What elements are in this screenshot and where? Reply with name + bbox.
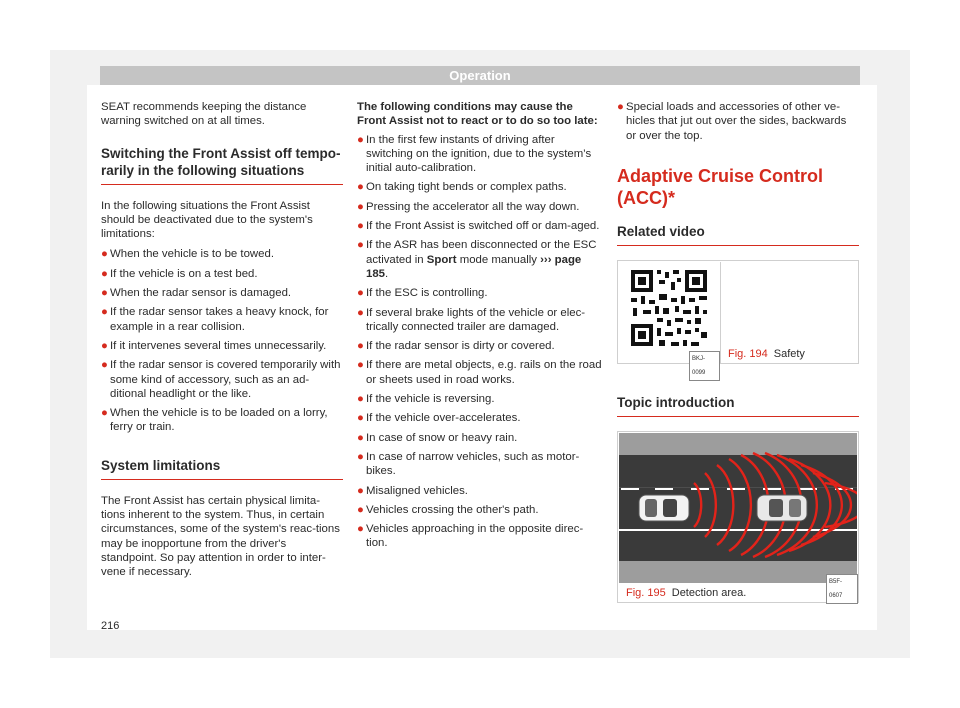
page-reference-link[interactable]: ››› page 185	[366, 253, 582, 280]
list-item: ● If the radar sensor is dirty or covered.	[357, 340, 555, 353]
bullet-icon: ●	[101, 287, 108, 300]
figure-number: Fig. 194	[728, 347, 768, 360]
list-item: ● Misaligned vehicles.	[357, 484, 468, 497]
list-item: ● If it intervenes several times unnecessarily.	[101, 339, 327, 352]
detection-area-illustration	[619, 433, 857, 583]
loads-list	[617, 100, 859, 143]
list-item: ● If the radar sensor takes a heavy knock, for example in a rear collision.	[101, 306, 329, 333]
bullet-icon: ●	[617, 101, 624, 113]
list-item: ● In case of snow or heavy rain.	[357, 431, 518, 444]
bullet-icon: ●	[357, 220, 364, 233]
list-item: ● On taking tight bends or complex paths.	[357, 181, 567, 194]
bullet-icon: ●	[357, 340, 364, 353]
sport-mode-label: Sport	[426, 253, 457, 266]
list-item: ● When the vehicle is to be towed.	[101, 248, 274, 261]
figure-code: BKJ-0099	[689, 351, 720, 382]
list-item: ● Vehicles approaching in the opposite direc-tion.	[357, 523, 584, 550]
list-item: ● Special loads and accessories of other ve-hicles that jut out over the sides, backwards or over the top.	[617, 101, 847, 142]
bullet-icon: ●	[357, 359, 364, 372]
bullet-icon: ●	[357, 412, 364, 425]
subheading-topic-introduction: Topic introduction	[617, 394, 859, 417]
bullet-icon: ●	[357, 523, 364, 536]
section-header: Operation	[100, 66, 860, 85]
list-item: ● Vehicles crossing the other's path.	[357, 503, 539, 516]
figure-number: Fig. 195	[626, 586, 666, 599]
list-item: ● In the first few instants of driving after switching on the ignition, due to the system’s initial auto-calibration.	[357, 133, 592, 175]
subheading-related-video: Related video	[617, 223, 859, 246]
list-item: ● In case of narrow vehicles, such as motor-bikes.	[357, 450, 580, 478]
list-item: ● When the vehicle is to be loaded on a lorry, ferry or train.	[101, 407, 328, 434]
list-item: ● Pressing the accelerator all the way down.	[357, 200, 580, 213]
deactivate-list	[101, 247, 343, 434]
bullet-icon: ●	[357, 239, 364, 252]
list-item: ● If the ASR has been disconnected or the ESC activated in Sport mode manually ››› page 185.	[357, 239, 597, 280]
bullet-icon: ●	[357, 306, 364, 319]
bullet-icon: ●	[101, 339, 108, 352]
subheading-switching-off: Switching the Front Assist off tempo-rarily in the following situations	[101, 145, 343, 185]
figure-caption-text: Safety	[773, 347, 805, 360]
intro-text: SEAT recommends keeping the distance warning switched on at all times.	[101, 101, 307, 128]
figure-caption-text: Detection area.	[671, 586, 747, 599]
deactivate-paragraph: In the following situations the Front Assist should be deactivated due to the system's limitations:	[101, 199, 313, 241]
list-item: ● If the ESC is controlling.	[357, 287, 488, 300]
conditions-list	[357, 133, 602, 551]
bullet-icon: ●	[101, 407, 108, 420]
qr-code-icon[interactable]	[619, 262, 721, 377]
column-left	[101, 100, 343, 586]
bullet-icon: ●	[357, 133, 364, 146]
column-middle	[357, 100, 602, 556]
list-item: ● If several brake lights of the vehicle or elec-trically connected trailer are damaged.	[357, 306, 586, 333]
acc-heading: Adaptive Cruise Control (ACC)*	[617, 165, 824, 208]
bullet-icon: ●	[357, 431, 364, 444]
bullet-icon: ●	[357, 393, 364, 406]
list-item: ● If the radar sensor is covered temporarily with some kind of accessory, such as an ad-ditional headlight or the like.	[101, 359, 341, 400]
figure-code: B5F-0607	[826, 574, 858, 605]
limitations-paragraph: The Front Assist has certain physical limita-tions inherent to the system. Thus, in certain circumstances, some of the system's reac-tions may be inopportune from the driver's standpoint. So pay attention in order to inter-vene if necessary.	[101, 494, 340, 579]
column-right	[617, 100, 859, 603]
figure-194[interactable]	[617, 260, 859, 377]
bullet-icon: ●	[357, 287, 364, 300]
bullet-icon: ●	[101, 267, 108, 280]
list-item: ● When the radar sensor is damaged.	[101, 287, 292, 300]
list-item: ● If there are metal objects, e.g. rails on the road or sheets used in road works.	[357, 359, 602, 386]
figure-caption	[626, 586, 746, 600]
bullet-icon: ●	[357, 450, 364, 463]
bullet-icon: ●	[101, 306, 108, 319]
bullet-icon: ●	[357, 484, 364, 497]
bullet-icon: ●	[101, 248, 108, 261]
list-item: ● If the vehicle is on a test bed.	[101, 267, 258, 280]
bullet-icon: ●	[357, 181, 364, 194]
bullet-icon: ●	[357, 503, 364, 516]
list-item: ● If the Front Assist is switched off or dam-aged.	[357, 220, 600, 233]
page-number: 216	[101, 620, 120, 632]
list-item: ● If the vehicle over-accelerates.	[357, 412, 521, 425]
list-item: ● If the vehicle is reversing.	[357, 393, 495, 406]
subheading-system-limitations: System limitations	[101, 457, 343, 480]
bullet-icon: ●	[101, 359, 108, 372]
figure-caption	[728, 347, 805, 361]
bullet-icon: ●	[357, 200, 364, 213]
figure-195	[617, 431, 859, 603]
conditions-lead: The following conditions may cause the Front Assist not to react or to do so too late:	[357, 101, 598, 128]
